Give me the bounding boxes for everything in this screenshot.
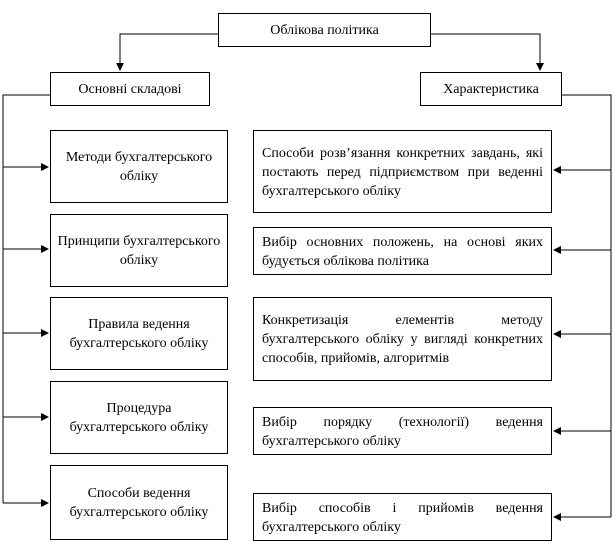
left-bus-line [3, 95, 50, 503]
component-text-4: Процедура бухгалтерського обліку [69, 400, 209, 435]
component-text-1: Методи бухгалтерського обліку [65, 149, 213, 184]
right-bus-line [562, 95, 611, 517]
title-text: Облікова політика [270, 22, 379, 38]
right-header-text: Характеристика [443, 81, 539, 97]
component-text-2: Принципи бухгалтерського обліку [57, 233, 221, 268]
arrow-title-to-left-header [120, 34, 218, 70]
characteristic-text-2: Вибір основних положень, на основі яких будується облікова політика [262, 234, 543, 269]
characteristic-box-1 [253, 130, 552, 213]
left-header-box [50, 72, 210, 106]
characteristic-text-5: Вибір способів і прийомів ведення бухгалтерського обліку [262, 500, 543, 535]
component-box-3 [50, 297, 228, 370]
right-header-box [420, 72, 562, 106]
characteristic-text-1: Способи розв’язання конкретних завдань, які постають перед підприємством при веденні бухгалтерського обліку [262, 145, 543, 199]
characteristic-box-4 [253, 407, 552, 455]
component-text-3: Правила ведення бухгалтерського обліку [69, 316, 209, 351]
left-header-text: Основні складові [78, 81, 182, 97]
component-text-5: Способи ведення бухгалтерського обліку [69, 485, 209, 520]
characteristic-text-3: Конкретизація елементів методу бухгалтерського обліку у вигляді конкретних способів, прийомів, алгоритмів [262, 313, 543, 366]
component-box-1 [50, 130, 228, 203]
component-box-4 [50, 381, 228, 454]
component-box-2 [50, 214, 228, 287]
characteristic-box-5 [253, 493, 552, 541]
component-box-5 [50, 465, 228, 540]
title-box [218, 13, 431, 47]
arrow-title-to-right-header [431, 34, 540, 70]
characteristic-text-4: Вибір порядку (технології) ведення бухгалтерського обліку [262, 414, 543, 449]
characteristic-box-3 [253, 297, 552, 381]
characteristic-box-2 [253, 227, 552, 275]
